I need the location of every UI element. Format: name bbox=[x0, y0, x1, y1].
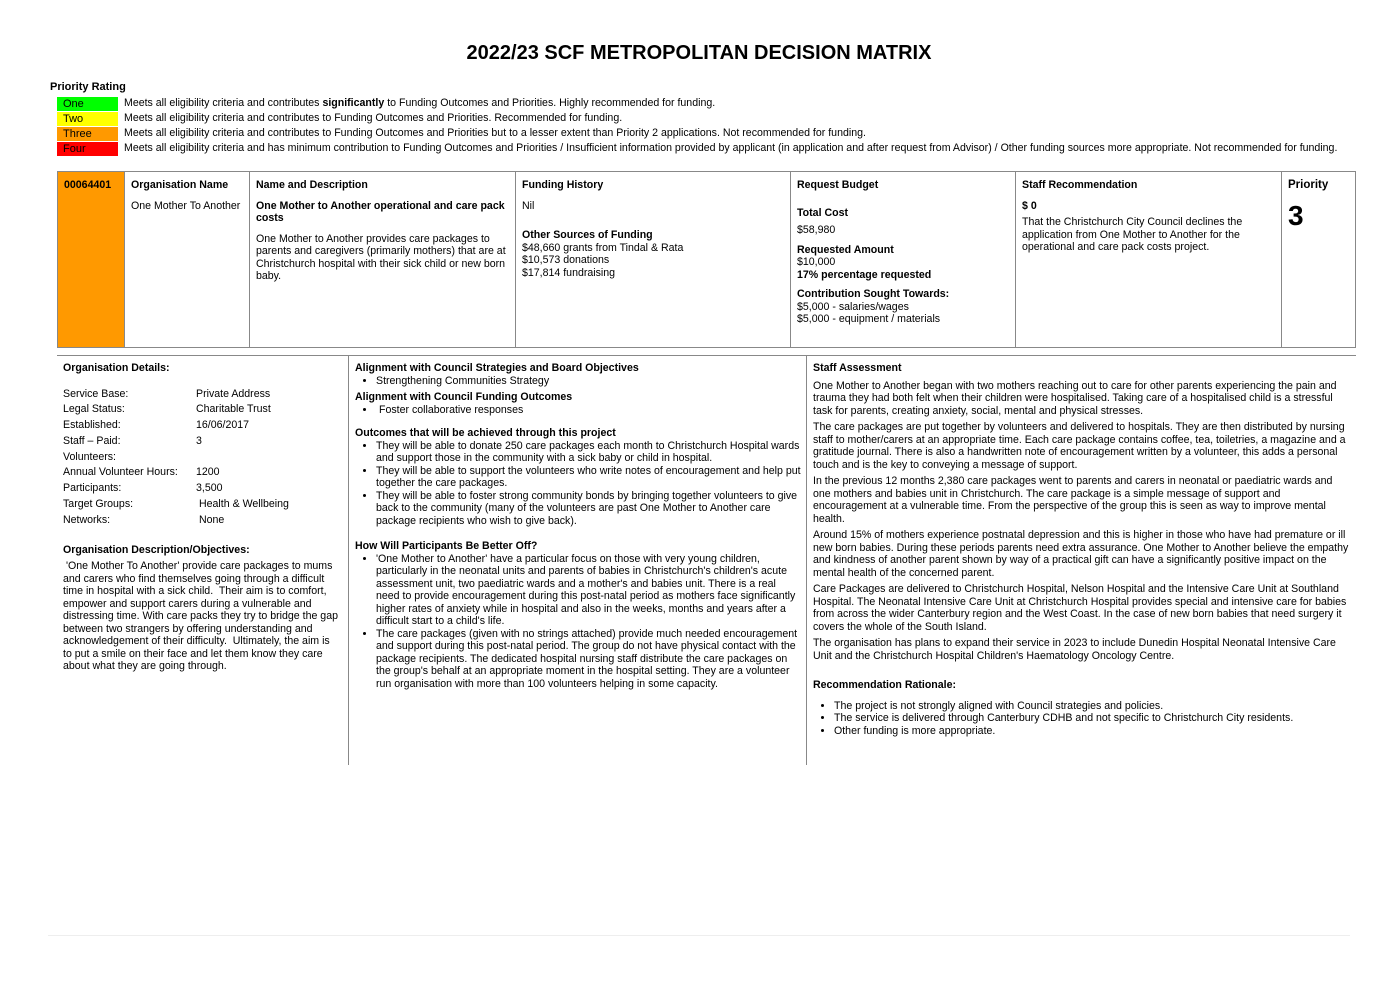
list-item: • Foster collaborative responses bbox=[376, 404, 801, 417]
list-item: • They will be able to support the volunteers who write notes of encouragement and help put together the care packages. bbox=[376, 465, 801, 490]
staff-recommendation-header: Staff Recommendation bbox=[1022, 179, 1138, 191]
list-item: • They will be able to donate 250 care packages each month to Christchurch Hospital wards and support those in the community with a sick baby or child in hospital. bbox=[376, 440, 801, 465]
list-item: • They will be able to foster strong community bonds by bringing together volunteers to give back to the community (many of the volunteers are past One Mother to Another care package recipients who wish to give back). bbox=[376, 490, 801, 528]
organisation-details-heading: Organisation Details: bbox=[63, 362, 170, 374]
list-item: • The care packages (given with no strings attached) provide much needed encouragement and support during this post-natal period. The group do not have physical contact with the package recipients. The dedicated hospital nursing staff distribute the care packages on the group's behalf at an appropriate moment in the hospital setting. They are a volunteer run organisation with more than 100 volunteers helping in some capacity. bbox=[376, 628, 801, 691]
priority-desc-one: Meets all eligibility criteria and contributes significantly to Funding Outcomes and Priorities. Highly recommended for funding. bbox=[124, 97, 716, 110]
priority-swatch-three: Three bbox=[57, 127, 118, 141]
staff-recommendation-text: That the Christchurch City Council declines the application from One Mother to Another for the operational and care pack costs project. bbox=[1022, 216, 1243, 253]
funding-history-header: Funding History bbox=[522, 179, 604, 191]
assessment-paragraph: The care packages are put together by volunteers and delivered to hospitals. They are then distributed by nursing staff to mother/carers at an appropriate time. Each care package contains coffee, tea, toiletries, a magazine and a gratitude journal. There is also a handwritten note of encouragement written by a volunteer, this adds a personal touch and is the key to conveying a message of support. bbox=[813, 421, 1346, 471]
detail-row: Participants: 3,500 bbox=[63, 482, 223, 495]
organisation-description: 'One Mother To Another' provide care packages to mums and carers who find themselves going through a difficult time in hospital with a sick child. Their aim is to comfort, empower and support carers during a vulnerable and distressing time. With care packs they try to bridge the gap between two strangers by offering understanding and acknowledgement of their difficulty. Ultimately, the aim is to put a smile on their face and let them know they care about what they are going through. bbox=[63, 560, 341, 673]
priority-header: Priority bbox=[1288, 179, 1329, 191]
list-item: • The project is not strongly aligned with Council strategies and policies. bbox=[834, 700, 1351, 713]
contribution-label: Contribution Sought Towards: bbox=[797, 288, 950, 300]
other-sources-header: Other Sources of Funding bbox=[522, 229, 653, 241]
detail-row: Networks: None bbox=[63, 513, 225, 526]
priority-swatch-two: Two bbox=[57, 112, 118, 126]
total-cost-label: Total Cost bbox=[797, 206, 849, 219]
project-name: One Mother to Another operational and care pack costs bbox=[256, 199, 505, 224]
list-item: • Strengthening Communities Strategy bbox=[376, 375, 801, 388]
assessment-paragraph: Care Packages are delivered to Christchurch Hospital, Nelson Hospital and the Intensive Care Unit at Southland Hospital. The Neonatal Intensive Care Unit at Christchurch Hospital provides special and intensive care for babies from across the wider Canterbury region and the West Coast. In the case of new born babies that need surgery it covers the whole of the South Island. bbox=[813, 583, 1347, 633]
priority-desc-three: Meets all eligibility criteria and contributes to Funding Outcomes and Priorities but to a lesser extent than Priority 2 applications. Not recommended for funding. bbox=[124, 127, 866, 140]
organisation-details bbox=[63, 362, 341, 673]
staff-recommendation-amount: $ 0 bbox=[1022, 199, 1037, 212]
priority-desc-two: Meets all eligibility criteria and contributes to Funding Outcomes and Priorities. Recommended for funding. bbox=[124, 112, 623, 125]
funding-history-cell bbox=[516, 172, 791, 347]
project-outcomes-list bbox=[355, 440, 801, 528]
assessment-paragraph: One Mother to Another began with two mothers reaching out to care for other parents experiencing the pain and trauma they had both felt when their children were hospitalised. Taking care of a hospitalised child is a stressful task for parents, creating anxiety, social, mental and physical stresses. bbox=[813, 379, 1337, 417]
priority-row-one bbox=[57, 96, 1337, 111]
detail-row: Established: 16/06/2017 bbox=[63, 419, 250, 432]
contribution-item: $5,000 - salaries/wages bbox=[797, 300, 909, 313]
priority-row-two bbox=[57, 111, 1337, 126]
better-off-heading: How Will Participants Be Better Off? bbox=[355, 540, 538, 552]
total-cost: $58,980 bbox=[797, 224, 836, 236]
strategies-heading: Alignment with Council Strategies and Board Objectives bbox=[355, 362, 639, 374]
funding-outcomes-heading: Alignment with Council Funding Outcomes bbox=[355, 391, 573, 403]
staff-recommendation-cell bbox=[1016, 172, 1282, 347]
name-description-cell bbox=[250, 172, 516, 347]
page-footer-divider bbox=[48, 935, 1350, 936]
percentage-requested: 17% percentage requested bbox=[797, 268, 932, 281]
assessment-paragraph: Around 15% of mothers experience postnatal depression and this is higher in those who have had premature or ill new born babies. During these periods parents need extra assurance. One Mother to Another believe the empathy and kindness of another parent shown by way of a practical gift can have a significantly positive impact on the mental health of the concerned parent. bbox=[813, 529, 1349, 579]
request-budget-header: Request Budget bbox=[797, 179, 879, 191]
request-budget-cell bbox=[791, 172, 1016, 347]
better-off-list bbox=[355, 553, 801, 691]
detail-row: Annual Volunteer Hours: 1200 bbox=[63, 466, 220, 479]
staff-assessment-section bbox=[813, 362, 1351, 737]
priority-value: 3 bbox=[1288, 199, 1304, 231]
section-divider bbox=[57, 355, 1356, 356]
column-divider bbox=[348, 355, 349, 765]
requested-amount: $10,000 bbox=[797, 256, 836, 268]
priority-swatch-four: Four bbox=[57, 142, 118, 156]
priority-cell bbox=[1282, 172, 1356, 347]
priority-desc-four: Meets all eligibility criteria and has minimum contribution to Funding Outcomes and Priorities / Insufficient information provided by applicant (in application and after request from Advisor) / Other funding sources more appropriate. Not recommended for funding. bbox=[124, 142, 1338, 155]
funding-history: Nil bbox=[522, 199, 535, 212]
detail-row: Legal Status: Charitable Trust bbox=[63, 403, 271, 416]
assessment-paragraph: In the previous 12 months 2,380 care packages went to parents and carers in neonatal or paediatric wards and one mothers and babies unit in Christchurch. The care package is a simple message of support and encouragement at a vulnerable time. From the perspective of the group this is seen as way to improve mental health. bbox=[813, 475, 1333, 525]
organisation-name: One Mother To Another bbox=[131, 199, 241, 212]
page-title: 2022/23 SCF METROPOLITAN DECISION MATRIX bbox=[466, 42, 932, 64]
priority-swatch-one: One bbox=[57, 97, 118, 111]
application-summary-table bbox=[57, 171, 1356, 348]
other-source-item: $17,814 fundraising bbox=[522, 266, 616, 279]
staff-assessment-heading: Staff Assessment bbox=[813, 362, 902, 374]
detail-row: Staff – Paid: 3 bbox=[63, 434, 202, 447]
other-source-item: $10,573 donations bbox=[522, 254, 610, 266]
detail-row: Target Groups: Health & Wellbeing bbox=[63, 498, 289, 511]
funding-outcomes-list bbox=[355, 404, 801, 417]
priority-row-three bbox=[57, 126, 1337, 141]
application-id: 00064401 bbox=[58, 172, 125, 347]
organisation-name-header: Organisation Name bbox=[131, 179, 229, 191]
detail-row: Service Base: Private Address bbox=[63, 387, 271, 400]
contribution-item: $5,000 - equipment / materials bbox=[797, 313, 941, 325]
list-item: • 'One Mother to Another' have a particular focus on those with very young children, particularly in the neonatal units and parents of babies in Christchurch's children's acute assessment unit, two paediatric wards and a mother's and babies unit. There is a real need to provide encouragement during this post-natal period as mothers face significantly higher rates of anxiety while in hospital and also in the weeks, months and years after a difficult start to a child's life. bbox=[376, 553, 801, 628]
assessment-paragraph: The organisation has plans to expand their service in 2023 to include Dunedin Hospital Neonatal Intensive Care Unit and the Christchurch Hospital Children's Haematology Oncology Centre. bbox=[813, 637, 1336, 662]
alignment-section bbox=[355, 362, 801, 690]
list-item: • Other funding is more appropriate. bbox=[834, 725, 1351, 738]
other-source-item: $48,660 grants from Tindal & Rata bbox=[522, 241, 684, 254]
organisation-description-heading: Organisation Description/Objectives: bbox=[63, 543, 250, 556]
project-outcomes-heading: Outcomes that will be achieved through this project bbox=[355, 427, 616, 439]
rationale-heading: Recommendation Rationale: bbox=[813, 679, 957, 691]
column-divider bbox=[806, 355, 807, 765]
project-description: One Mother to Another provides care packages to parents and caregivers (primarily mothers) that are at Christchurch hospital with their sick child or new born baby. bbox=[256, 232, 506, 282]
name-description-header: Name and Description bbox=[256, 179, 368, 191]
rationale-list bbox=[813, 700, 1351, 738]
priority-rating-legend bbox=[57, 96, 1337, 156]
detail-row: Volunteers: bbox=[63, 450, 117, 463]
priority-rating-heading: Priority Rating bbox=[50, 81, 126, 93]
strategies-list bbox=[355, 375, 801, 388]
priority-row-four bbox=[57, 141, 1337, 156]
organisation-name-cell bbox=[125, 172, 250, 347]
requested-amount-label: Requested Amount bbox=[797, 243, 894, 256]
list-item: • The service is delivered through Canterbury CDHB and not specific to Christchurch City residents. bbox=[834, 712, 1351, 725]
